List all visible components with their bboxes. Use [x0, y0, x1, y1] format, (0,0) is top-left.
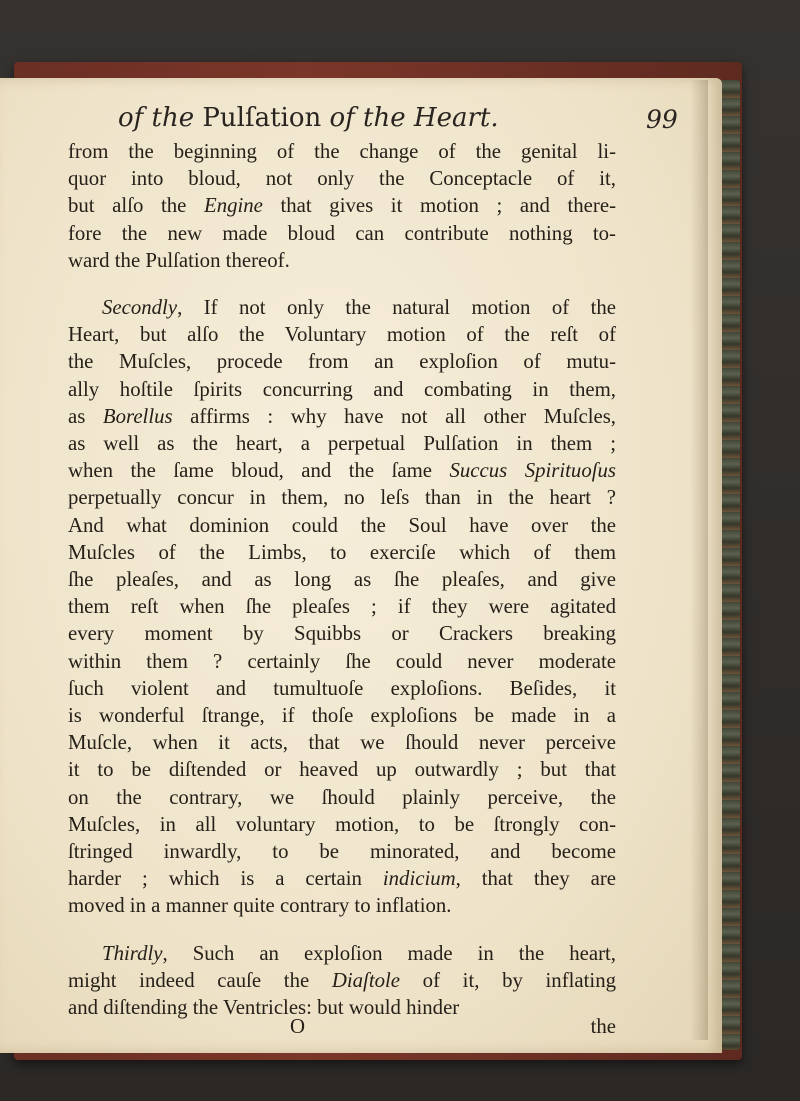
text-line: moved in a manner quite contrary to inflation.: [68, 894, 452, 918]
italic-term: indicium: [382, 867, 456, 891]
paragraph-gap: [68, 274, 616, 294]
page-gutter-shadow: [690, 80, 708, 1040]
page-footer: [68, 1015, 616, 1043]
text-line: is wonderful ſtrange, if thoſe exploſions be made in a: [68, 704, 616, 728]
body-text: [68, 138, 616, 1021]
signature-mark: O: [290, 1015, 306, 1038]
head-title-part2: Pulſation: [202, 103, 322, 133]
text-line: harder ; which is a certain indicium, that they are: [68, 867, 616, 891]
text-line: as well as the heart, a perpetual Pulſation in them ;: [68, 432, 616, 456]
text-line: ſuch violent and tumultuoſe exploſions. Beſides, it: [68, 676, 616, 700]
text-line: within them ? certainly ſhe could never moderate: [68, 649, 616, 673]
text-line: ſtringed inwardly, to be minorated, and become: [68, 840, 616, 864]
text-line: as Borellus affirms : why have not all other Muſcles,: [68, 404, 616, 428]
paragraph: [68, 138, 616, 274]
text-line: Muſcle, when it acts, that we ſhould never perceive: [68, 731, 616, 755]
italic-term: Secondly: [102, 296, 178, 320]
text-line: every moment by Squibbs or Crackers breaking: [68, 622, 616, 646]
text-line: fore the new made bloud can contribute nothing to-: [68, 221, 616, 245]
running-head-title: [118, 103, 499, 133]
text-line: but alſo the Engine that gives it motion ; and there-: [68, 194, 616, 218]
italic-term: Engine: [203, 194, 263, 218]
text-line: ſhe pleaſes, and as long as ſhe pleaſes, and give: [68, 568, 616, 592]
text-line: Heart, but alſo the Voluntary motion of the reſt of: [68, 323, 616, 347]
text-line: them reſt when ſhe pleaſes ; if they were agitated: [68, 595, 616, 619]
head-title-part4: Heart.: [413, 103, 499, 133]
text-line: might indeed cauſe the Diaſtole of it, by inflating: [68, 968, 616, 992]
text-line: Muſcles of the Limbs, to exerciſe which of them: [68, 540, 616, 564]
text-line: Muſcles, in all voluntary motion, to be ſtrongly con-: [68, 812, 616, 836]
page-number: 99: [646, 105, 678, 134]
italic-term: Borellus: [102, 404, 173, 428]
text-line: perpetually concur in them, no leſs than in the heart ?: [68, 486, 616, 510]
text-line: And what dominion could the Soul have over the: [68, 513, 616, 537]
text-line: and diſtending the Ventricles: but would hinder: [68, 996, 460, 1020]
text-line: quor into bloud, not only the Conceptacle of it,: [68, 167, 616, 191]
text-line: Secondly, If not only the natural motion of the: [102, 296, 616, 320]
head-title-part1: of the: [118, 103, 195, 133]
italic-term: Diaſtole: [331, 968, 401, 992]
italic-term: Thirdly: [102, 941, 163, 965]
paragraph: [68, 294, 616, 920]
text-line: ally hoſtile ſpirits concurring and combating in them,: [68, 377, 616, 401]
catchword: the: [590, 1015, 616, 1038]
text-line: the Muſcles, procede from an exploſion of mutu-: [68, 350, 616, 374]
text-line: Thirdly, Such an exploſion made in the heart,: [102, 941, 616, 965]
text-line: from the beginning of the change of the genital li-: [68, 140, 616, 163]
paragraph-gap: [68, 920, 616, 940]
text-line: ward the Pulſation thereof.: [68, 248, 290, 272]
text-line: it to be diſtended or heaved up outwardly ; but that: [68, 758, 616, 782]
running-head: [0, 103, 800, 143]
paragraph: [68, 940, 616, 1022]
text-line: on the contrary, we ſhould plainly perceive, the: [68, 785, 616, 809]
italic-term: Succus Spirituoſus: [449, 459, 616, 483]
text-line: when the ſame bloud, and the ſame Succus Spirituoſus: [68, 459, 616, 483]
head-title-part3: of the: [329, 103, 406, 133]
